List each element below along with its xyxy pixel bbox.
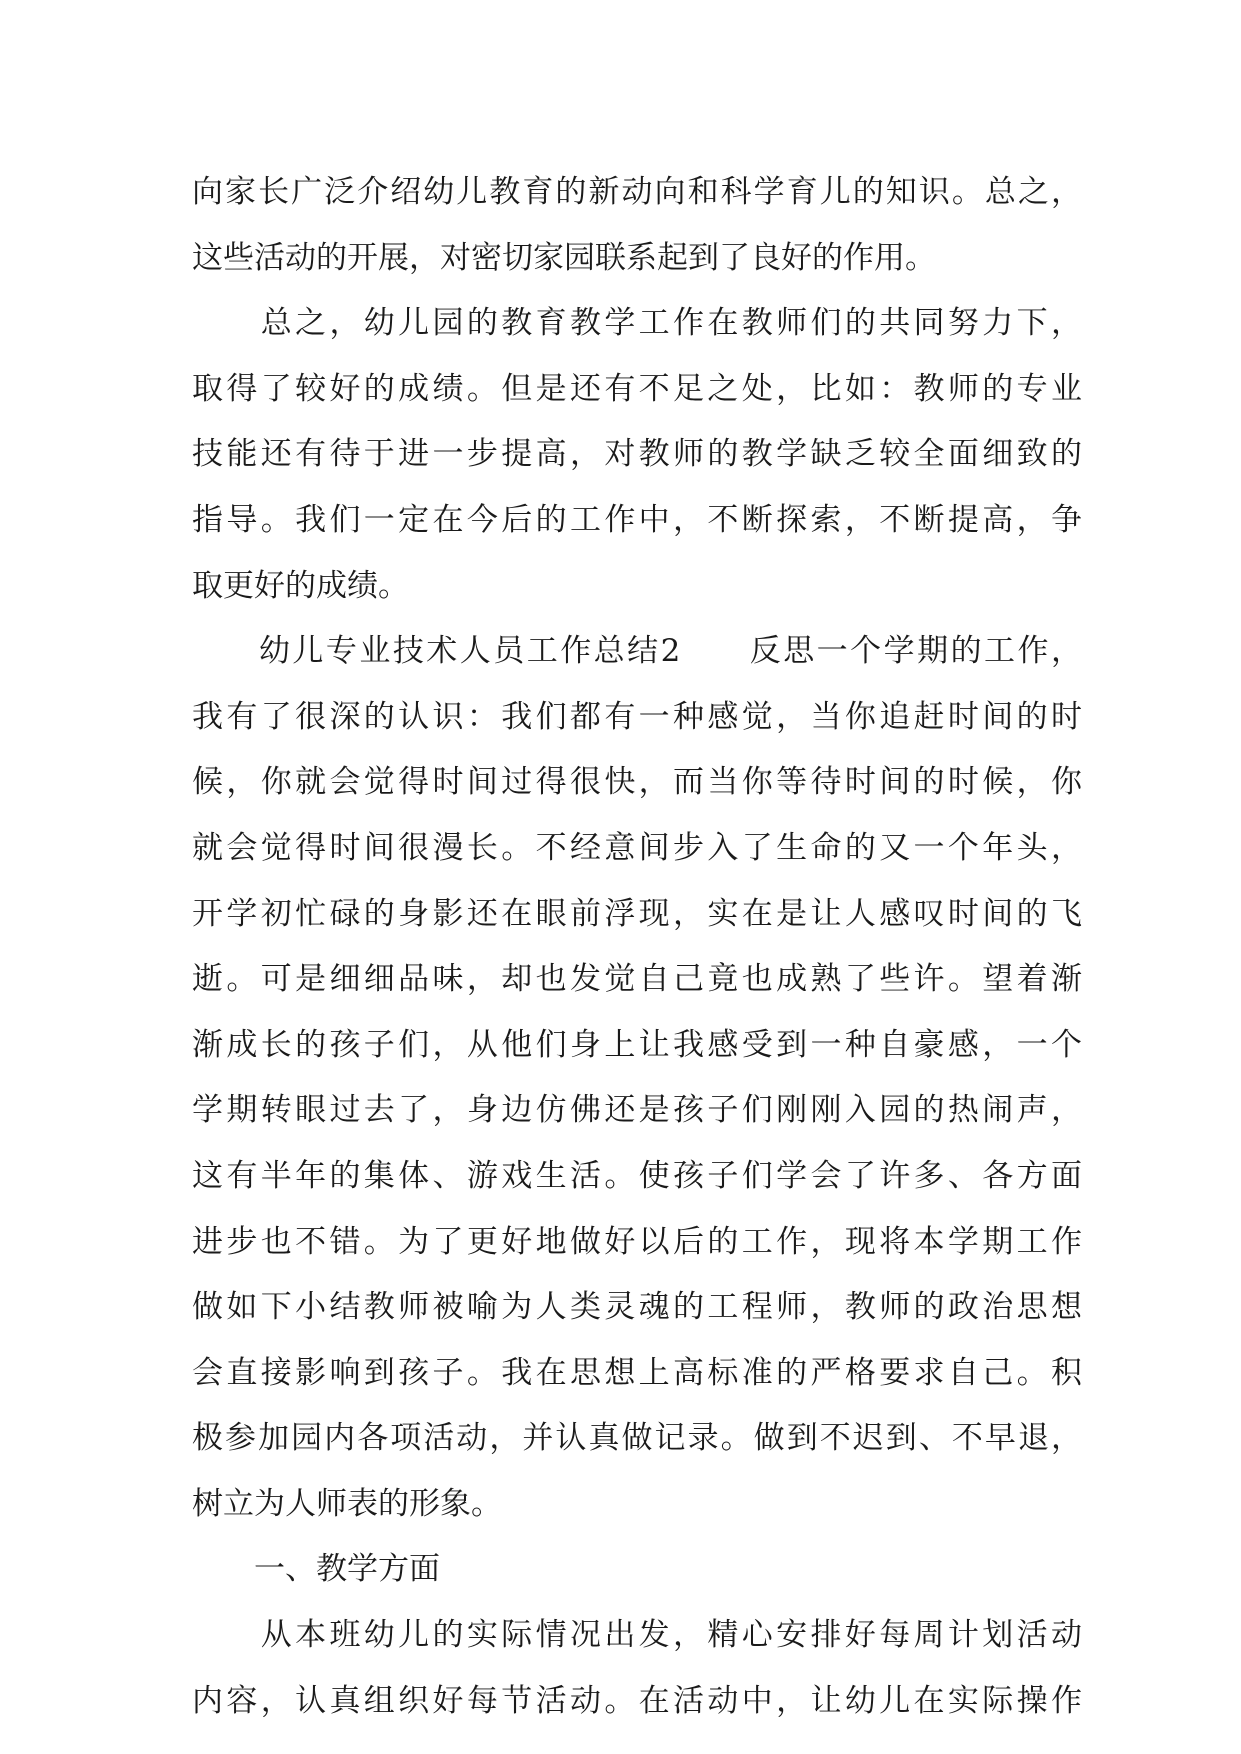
text-line: 会直接影响到孩子。我在思想上高标准的严格要求自己。积 bbox=[192, 1354, 1082, 1391]
text-line: 进步也不错。为了更好地做好以后的工作，现将本学期工作 bbox=[192, 1223, 1082, 1260]
text-line: 从本班幼儿的实际情况出发，精心安排好每周计划活动 bbox=[192, 1617, 1082, 1654]
text-line: 幼儿专业技术人员工作总结2 反思一个学期的工作， bbox=[192, 633, 1082, 670]
text-line: 候，你就会觉得时间过得很快，而当你等待时间的时候，你 bbox=[192, 764, 1082, 801]
text-line: 取得了较好的成绩。但是还有不足之处，比如：教师的专业 bbox=[192, 370, 1082, 407]
text-line: 取更好的成绩。 bbox=[192, 567, 409, 604]
text-line: 这有半年的集体、游戏生活。使孩子们学会了许多、各方面 bbox=[192, 1157, 1082, 1194]
text-line: 树立为人师表的形象。 bbox=[192, 1485, 502, 1522]
text-line: 我有了很深的认识：我们都有一种感觉，当你追赶时间的时 bbox=[192, 698, 1082, 735]
text-line: 内容，认真组织好每节活动。在活动中，让幼儿在实际操作 bbox=[192, 1682, 1082, 1719]
text-line: 指导。我们一定在今后的工作中，不断探索，不断提高，争 bbox=[192, 501, 1082, 538]
text-line: 总之，幼儿园的教育教学工作在教师们的共同努力下， bbox=[192, 305, 1082, 342]
text-line: 极参加园内各项活动，并认真做记录。做到不迟到、不早退， bbox=[192, 1420, 1082, 1457]
text-line: 向家长广泛介绍幼儿教育的新动向和科学育儿的知识。总之， bbox=[192, 174, 1082, 210]
text-line: 开学初忙碌的身影还在眼前浮现，实在是让人感叹时间的飞 bbox=[192, 895, 1082, 932]
text-line: 技能还有待于进一步提高，对教师的教学缺乏较全面细致的 bbox=[192, 436, 1082, 473]
section-heading: 一、教学方面 bbox=[192, 1551, 440, 1588]
body-text bbox=[192, 160, 1082, 1734]
text-line: 逝。可是细细品味，却也发觉自己竟也成熟了些许。望着渐 bbox=[192, 961, 1082, 998]
text-line: 渐成长的孩子们，从他们身上让我感受到一种自豪感，一个 bbox=[192, 1026, 1082, 1063]
text-line: 这些活动的开展，对密切家园联系起到了良好的作用。 bbox=[192, 239, 936, 276]
text-line: 就会觉得时间很漫长。不经意间步入了生命的又一个年头， bbox=[192, 829, 1082, 866]
text-line: 学期转眼过去了，身边仿佛还是孩子们刚刚入园的热闹声， bbox=[192, 1092, 1082, 1129]
text-line: 做如下小结教师被喻为人类灵魂的工程师，教师的政治思想 bbox=[192, 1289, 1082, 1326]
